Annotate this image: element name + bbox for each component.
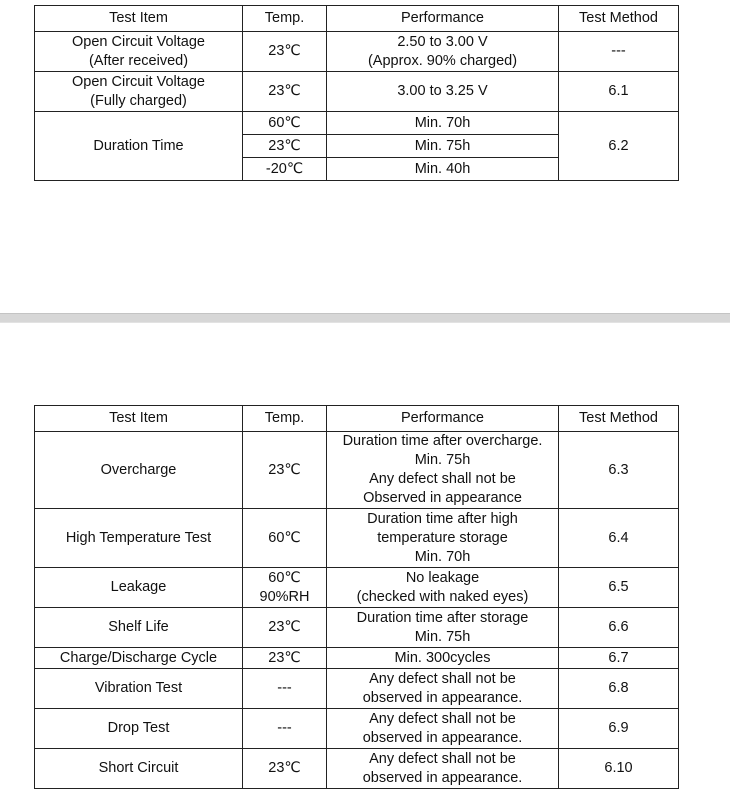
temp-cell: 23℃ (243, 608, 327, 648)
temp-cell: -20℃ (243, 158, 327, 181)
test-item-line: Open Circuit Voltage (72, 73, 205, 90)
header-performance: Performance (327, 406, 559, 432)
temp-cell: 23℃ (243, 72, 327, 112)
test-method-cell: 6.7 (559, 648, 679, 669)
test-item-cell: High Temperature Test (35, 509, 243, 568)
performance-line: Duration time after storage (356, 609, 529, 626)
performance-line: Min. 75h (414, 452, 471, 468)
performance-line: Any defect shall not be (369, 471, 516, 487)
temp-cell: 60℃ (243, 509, 327, 568)
performance-line: Min. 70h (414, 548, 471, 565)
test-method-cell: 6.3 (559, 432, 679, 509)
performance-cell (327, 749, 559, 789)
performance-line: temperature storage (377, 529, 508, 546)
performance-line: observed in appearance. (362, 689, 523, 706)
header-temp: Temp. (243, 6, 327, 32)
test-item-cell: Short Circuit (35, 749, 243, 789)
performance-line: Any defect shall not be (369, 750, 516, 767)
header-test-method: Test Method (559, 6, 679, 32)
temp-cell: 23℃ (243, 135, 327, 158)
performance-cell (327, 669, 559, 709)
table-row (35, 608, 679, 648)
temp-cell: 60℃ (243, 112, 327, 135)
performance-line: (checked with naked eyes) (356, 588, 529, 605)
temp-cell: 23℃ (243, 32, 327, 72)
performance-cell: Min. 40h (327, 158, 559, 181)
table-row (35, 509, 679, 568)
performance-line: Any defect shall not be (369, 710, 516, 727)
table-row (35, 749, 679, 789)
performance-cell: 3.00 to 3.25 V (327, 72, 559, 112)
performance-cell: Min. 70h (327, 112, 559, 135)
table-row (35, 709, 679, 749)
table-header-row (35, 406, 679, 432)
test-item-cell: Charge/Discharge Cycle (35, 648, 243, 669)
temp-line: 90%RH (259, 588, 310, 605)
performance-cell: Min. 75h (327, 135, 559, 158)
test-method-cell: 6.5 (559, 568, 679, 608)
test-item-cell: Vibration Test (35, 669, 243, 709)
performance-cell: Min. 300cycles (327, 648, 559, 669)
test-item-cell (35, 72, 243, 112)
test-item-cell: Shelf Life (35, 608, 243, 648)
test-method-cell: --- (559, 32, 679, 72)
temp-cell: --- (243, 709, 327, 749)
performance-cell (327, 432, 559, 509)
performance-line: 2.50 to 3.00 V (397, 33, 488, 50)
test-item-cell (35, 32, 243, 72)
temp-cell: 23℃ (243, 749, 327, 789)
performance-line: observed in appearance. (362, 769, 523, 786)
performance-cell (327, 709, 559, 749)
test-method-cell: 6.2 (559, 112, 679, 181)
page-separator (0, 313, 730, 323)
test-item-line: (Fully charged) (90, 92, 187, 109)
temp-line: 60℃ (268, 569, 301, 586)
spec-table-1 (34, 5, 679, 181)
performance-cell (327, 32, 559, 72)
table-row (35, 32, 679, 72)
test-method-cell: 6.4 (559, 509, 679, 568)
performance-line: (Approx. 90% charged) (367, 52, 518, 69)
performance-line: No leakage (405, 569, 480, 586)
header-test-method: Test Method (559, 406, 679, 432)
test-item-cell: Overcharge (35, 432, 243, 509)
table-header-row (35, 6, 679, 32)
performance-cell (327, 509, 559, 568)
table-row (35, 72, 679, 112)
performance-cell (327, 568, 559, 608)
test-method-cell: 6.1 (559, 72, 679, 112)
header-temp: Temp. (243, 406, 327, 432)
performance-cell (327, 608, 559, 648)
test-method-cell: 6.8 (559, 669, 679, 709)
test-item-cell: Duration Time (35, 112, 243, 181)
test-method-cell: 6.10 (559, 749, 679, 789)
header-test-item: Test Item (35, 6, 243, 32)
temp-cell: --- (243, 669, 327, 709)
test-item-cell: Leakage (35, 568, 243, 608)
performance-line: Min. 75h (414, 628, 471, 645)
performance-line: observed in appearance. (362, 729, 523, 746)
temp-cell (243, 568, 327, 608)
table-row (35, 568, 679, 608)
test-item-line: Open Circuit Voltage (72, 33, 205, 50)
table-row (35, 648, 679, 669)
temp-cell: 23℃ (243, 648, 327, 669)
test-item-line: (After received) (88, 52, 189, 69)
test-method-cell: 6.9 (559, 709, 679, 749)
table-row (35, 432, 679, 509)
header-test-item: Test Item (35, 406, 243, 432)
test-item-cell: Drop Test (35, 709, 243, 749)
table-row (35, 669, 679, 709)
performance-line: Observed in appearance (363, 490, 522, 506)
temp-cell: 23℃ (243, 432, 327, 509)
table-row (35, 112, 679, 135)
header-performance: Performance (327, 6, 559, 32)
spec-table-2 (34, 405, 679, 789)
performance-line: Any defect shall not be (369, 670, 516, 687)
performance-line: Duration time after overcharge. (342, 433, 543, 449)
performance-line: Duration time after high (367, 510, 518, 527)
test-method-cell: 6.6 (559, 608, 679, 648)
